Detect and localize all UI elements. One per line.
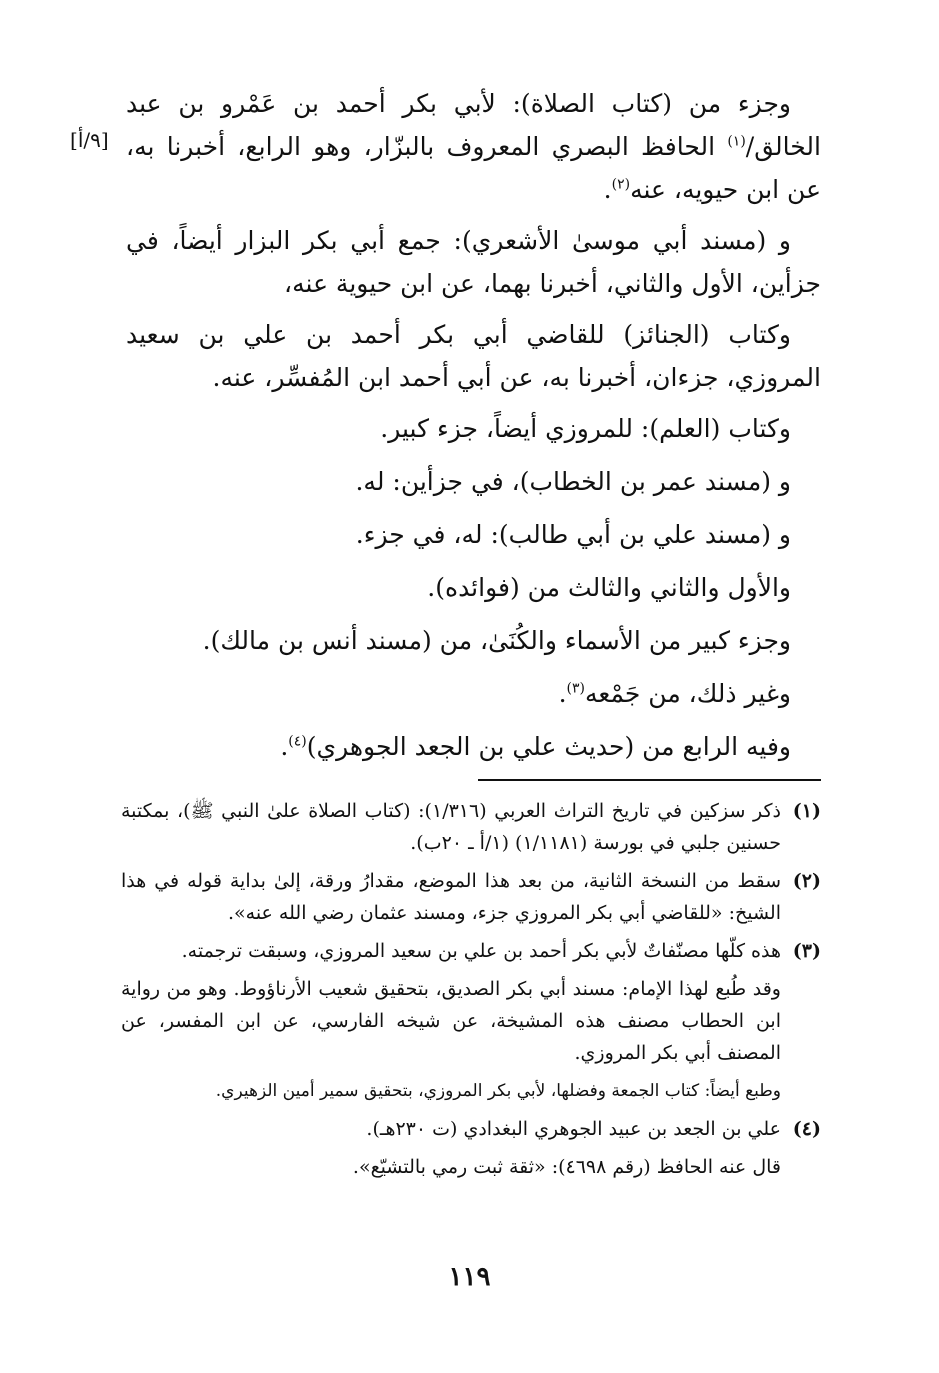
footnote-number: (٤)	[792, 1118, 821, 1140]
manuscript-folio-ref: [٩/أ]	[70, 128, 109, 152]
main-text	[126, 82, 821, 778]
footnote-text: هذه كلّها مصنّفاتٌ لأبي بكر أحمد بن علي بن سعيد المروزي، وسبقت ترجمته.	[181, 940, 781, 962]
paragraph: وكتاب (العلم): للمروزي أيضاً، جزء كبير.	[380, 414, 791, 443]
footnote	[121, 935, 821, 1107]
paragraph: وغير ذلك، من جَمْعه$^{(٣)}$.	[558, 679, 791, 708]
page-number: ١١٩	[448, 1262, 491, 1292]
footnote-number: (٣)	[792, 940, 821, 962]
footnote-ref: (١)	[727, 133, 746, 150]
footnote-ref: (٤)	[288, 733, 307, 750]
paragraph: و (مسند علي بن أبي طالب): له، في جزء.	[355, 520, 791, 549]
paragraph: والأول والثاني والثالث من (فوائده).	[427, 573, 791, 602]
footnote-text: وطبع أيضاً: كتاب الجمعة وفضلها، لأبي بكر المروزي، بتحقيق سمير أمين الزهيري.	[215, 1081, 781, 1101]
footnote-text: وقد طُبع لهذا الإمام: مسند أبي بكر الصديق، بتحقيق شعيب الأرناؤوط. وهو من رواية ابن الحطاب مصنف هذه المشيخة، عن شيخه الفارسي، عن ابن المفسر، عن المصنف أبي بكر المروزي.	[121, 978, 781, 1064]
footnote-ref: (٣)	[566, 680, 585, 697]
footnote-text: سقط من النسخة الثانية، من بعد هذا الموضع، مقدارُ ورقة، إلىٰ بداية قوله في هذا الشيخ: «للقاضي أبي بكر المروزي جزء، ومسند عثمان رضي الله عنه».	[121, 870, 781, 924]
paragraph: و (مسند عمر بن الخطاب)، في جزأين: له.	[355, 467, 791, 496]
footnote-separator	[478, 779, 821, 781]
paragraph: وجزء من (كتاب الصلاة): لأبي بكر أحمد بن عَمْرو بن عبد الخالق/$^{(١)}$ الحافظ البصري المعروف بالبزّار، وهو الرابع، أخبرنا به، عن ابن حيويه، عنه$^{(٢)}$.	[126, 89, 821, 204]
footnote-number: (١)	[792, 800, 821, 822]
footnote-number: (٢)	[792, 870, 821, 892]
footnote-text: علي بن الجعد بن عبيد الجوهري البغدادي (ت ٢٣٠هـ).	[366, 1118, 781, 1140]
paragraph: وكتاب (الجنائز) للقاضي أبي بكر أحمد بن علي بن سعيد المروزي، جزءان، أخبرنا به، عن أبي أحمد ابن المُفسِّر، عنه.	[126, 320, 821, 392]
paragraph: وفيه الرابع من (حديث علي بن الجعد الجوهري)$^{(٤)}$.	[280, 732, 791, 761]
footnote-ref: (٢)	[611, 176, 631, 193]
footnotes	[121, 795, 821, 1189]
footnote	[121, 795, 821, 859]
footnote	[121, 1113, 821, 1183]
footnote	[121, 865, 821, 929]
footnote-text: قال عنه الحافظ (رقم ٤٦٩٨): «ثقة ثبت رمي بالتشيّع».	[352, 1156, 781, 1178]
paragraph: و (مسند أبي موسىٰ الأشعري): جمع أبي بكر البزار أيضاً، في جزأين، الأول والثاني، أخبرنا بهما، عن ابن حيوية عنه،	[126, 226, 821, 298]
paragraph: وجزء كبير من الأسماء والكُنَىٰ، من (مسند أنس بن مالك).	[202, 626, 791, 655]
footnote-text: ذكر سزكين في تاريخ التراث العربي (١/٣١٦): (كتاب الصلاة علىٰ النبي ﷺ)، بمكتبة حسنين جلبي في بورسة (١/١١٨١) (١/أ ـ ٢٠ب).	[121, 800, 781, 854]
